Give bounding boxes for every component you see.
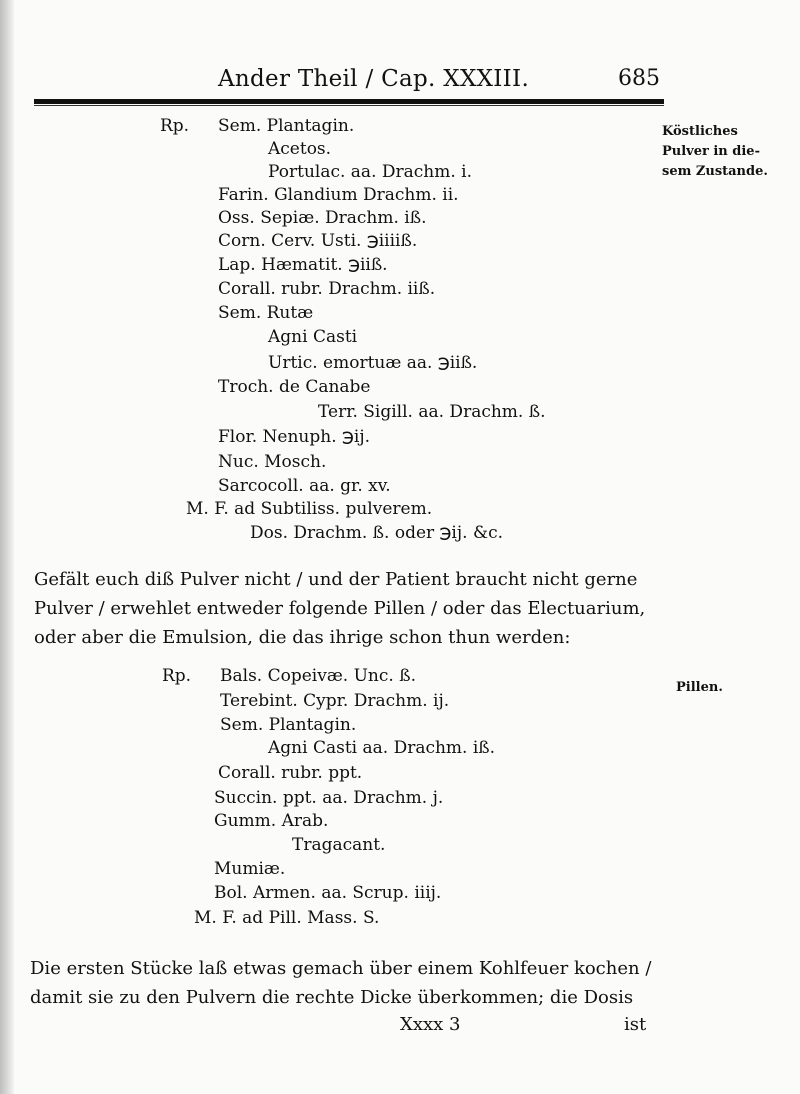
margin-note-pills: Pillen.: [676, 680, 723, 695]
paragraph-2-line: Die ersten Stücke laß etwas gemach über einem Kohlfeuer kochen /: [30, 958, 652, 979]
signature-mark: Xxxx 3: [400, 1014, 461, 1035]
recipe-powder-line: Urtic. emortuæ aa. ℈iiß.: [268, 353, 478, 373]
recipe-powder-line: Farin. Glandium Drachm. ii.: [218, 185, 459, 205]
recipe-powder-line: Lap. Hæmatit. ℈iiß.: [218, 255, 388, 275]
recipe-powder-line: Acetos.: [268, 139, 332, 159]
recipe-powder-line: Portulac. aa. Drachm. i.: [268, 162, 472, 182]
header-rule: [34, 99, 664, 104]
page-edge-shadow: [0, 0, 14, 1094]
recipe-pills-line: Corall. rubr. ppt.: [218, 763, 363, 783]
recipe-powder-line: Troch. de Canabe: [218, 377, 371, 397]
recipe-powder-line: Sem. Rutæ: [218, 303, 314, 323]
header-rule-thin: [34, 105, 664, 106]
running-head: [40, 60, 660, 100]
margin-note-powder-3: sem Zustande.: [662, 164, 768, 179]
page-number: 685: [618, 66, 660, 91]
recipe-pills-rp: Rp.: [162, 666, 192, 686]
recipe-powder-line: Oss. Sepiæ. Drachm. iß.: [218, 208, 427, 228]
paragraph-1-line: Gefält euch diß Pulver nicht / und der Patient braucht nicht gerne: [34, 569, 638, 590]
recipe-powder-rp: Rp.: [160, 116, 190, 136]
recipe-powder-line: Nuc. Mosch.: [218, 452, 327, 472]
recipe-powder-line: Flor. Nenuph. ℈ij.: [218, 427, 370, 447]
recipe-pills-line: Bol. Armen. aa. Scrup. iiij.: [214, 883, 442, 903]
running-head-title: Ander Theil / Cap. XXXIII.: [218, 66, 530, 92]
paragraph-1-line: Pulver / erwehlet entweder folgende Pillen / oder das Electuarium,: [34, 598, 646, 619]
margin-note-powder-2: Pulver in die-: [662, 144, 760, 159]
recipe-pills-line: Mumiæ.: [214, 859, 286, 879]
recipe-pills-line: Tragacant.: [292, 835, 386, 855]
paragraph-2-line: damit sie zu den Pulvern die rechte Dicke überkommen; die Dosis: [30, 987, 634, 1008]
recipe-pills-line: Sem. Plantagin.: [220, 715, 357, 735]
paragraph-1-line: oder aber die Emulsion, die das ihrige schon thun werden:: [34, 627, 571, 648]
catchword: ist: [624, 1014, 647, 1035]
recipe-powder-line: M. F. ad Subtiliss. pulverem.: [186, 499, 433, 519]
recipe-powder-line: Terr. Sigill. aa. Drachm. ß.: [318, 402, 546, 422]
recipe-pills-line: Agni Casti aa. Drachm. iß.: [268, 738, 496, 758]
recipe-powder-line: Agni Casti: [268, 327, 358, 347]
recipe-powder-line: Corall. rubr. Drachm. iiß.: [218, 279, 436, 299]
recipe-pills-line: Terebint. Cypr. Drachm. ij.: [220, 691, 450, 711]
recipe-pills-line: Gumm. Arab.: [214, 811, 329, 831]
recipe-powder-line: Corn. Cerv. Usti. ℈iiiiß.: [218, 231, 418, 251]
recipe-powder-line: Dos. Drachm. ß. oder ℈ij. &c.: [250, 523, 503, 543]
recipe-pills-line: Succin. ppt. aa. Drachm. j.: [214, 788, 444, 808]
recipe-powder-line: Sem. Plantagin.: [218, 116, 355, 136]
recipe-powder-line: Sarcocoll. aa. gr. xv.: [218, 476, 391, 496]
margin-note-powder-1: Köstliches: [662, 124, 738, 139]
recipe-pills-line: M. F. ad Pill. Mass. S.: [194, 908, 380, 928]
recipe-pills-line: Bals. Copeivæ. Unc. ß.: [220, 666, 416, 686]
